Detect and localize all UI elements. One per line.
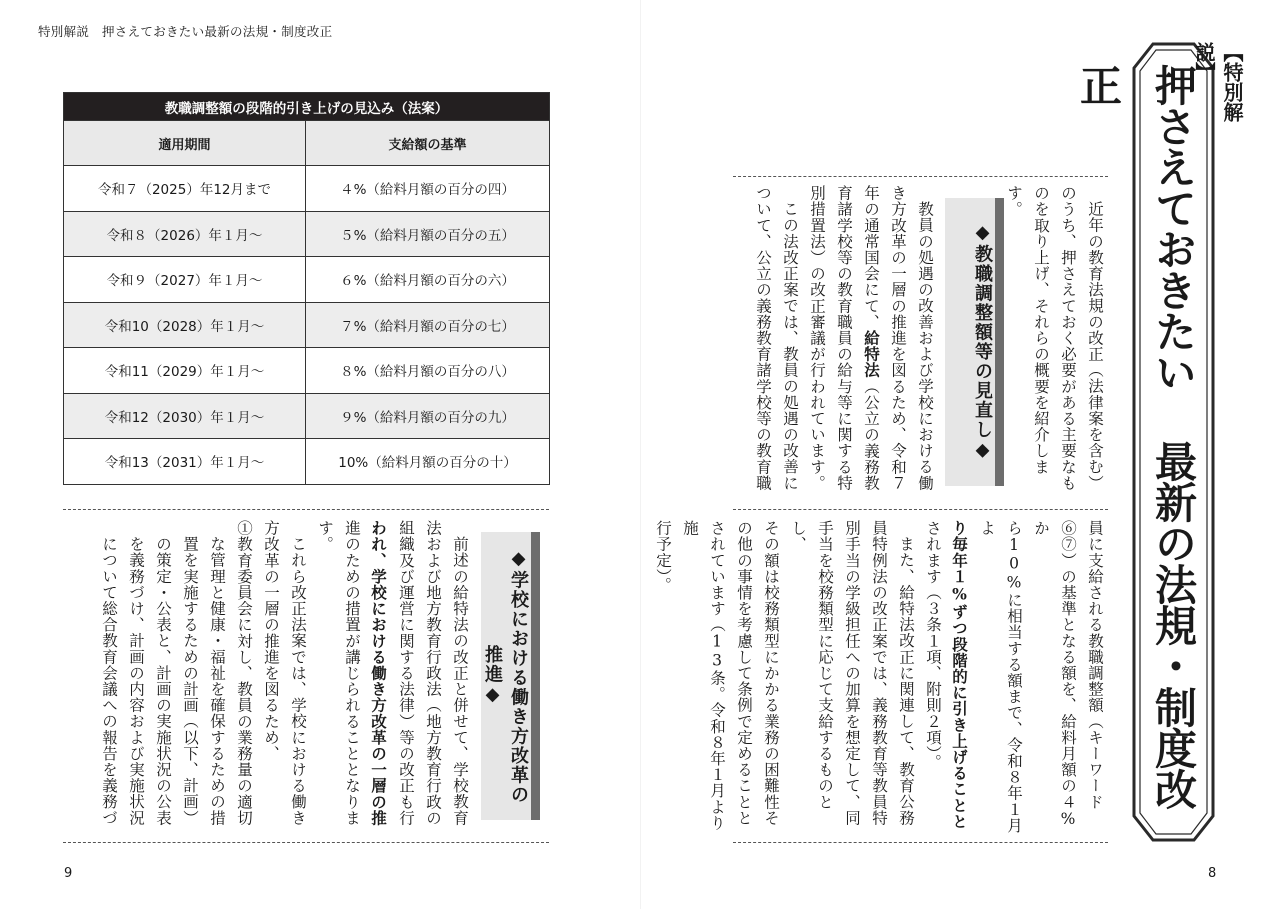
period-cell: 令和13（2031）年１月～: [64, 439, 306, 485]
running-head: 特別解説 押さえておきたい最新の法規・制度改正: [38, 24, 333, 39]
table-row: [64, 302, 550, 348]
special-feature-tag: 【特別解説】: [1192, 42, 1244, 122]
body-line: 育諸学校等の教育職員の給与等に関する特: [835, 185, 853, 491]
section-heading-adjustment: ◆教職調整額等の見直し◆: [945, 198, 1004, 486]
body-line: 進のための措置が講じられることとなりま: [343, 520, 361, 826]
body-line: われ、学校における働き方改革の一層の推: [369, 520, 388, 826]
body-line: き方改革の一層の推進を図るため、令和７: [889, 185, 907, 491]
body-line: 員特例法の改正案では、義務教育等教員特: [870, 520, 888, 826]
body-line: 年の通常国会にて、給特法（公立の義務教: [862, 185, 880, 491]
period-cell: 令和７（2025）年12月まで: [64, 166, 306, 212]
table-row: [64, 393, 550, 439]
page-title: 押さえておきたい 最新の法規・制度改正: [1074, 64, 1198, 809]
body-line: その額は校務類型にかかる業務の困難性そ: [762, 520, 780, 826]
table-row: [64, 166, 550, 212]
page-gutter: [640, 0, 641, 909]
body-line: な管理と健康・福祉を確保するための措: [208, 536, 226, 826]
body-line: されます（３条１項、附則２項）。: [924, 520, 942, 770]
body-line: り毎年１%ずつ段階的に引き上げることと: [950, 520, 969, 830]
table-row: [64, 257, 550, 303]
bold-term: 給特法: [862, 329, 880, 379]
body-line: ①教育委員会に対し、教員の業務量の適切: [235, 520, 253, 826]
amount-cell: 10%（給料月額の百分の十）: [306, 439, 550, 485]
body-line: す。: [316, 520, 334, 553]
period-cell: 令和12（2030）年１月～: [64, 393, 306, 439]
period-cell: 令和11（2029）年１月～: [64, 348, 306, 394]
amount-cell: ７%（給料月額の百分の七）: [306, 302, 550, 348]
body-line: この法改正案では、教員の処遇の改善に: [781, 201, 799, 491]
amount-cell: ８%（給料月額の百分の八）: [306, 348, 550, 394]
intro-line: のうち、押さえておく必要がある主要なも: [1059, 185, 1077, 491]
divider: [733, 842, 1108, 843]
divider: [733, 509, 1108, 510]
body-line: 教員の処遇の改善および学校における働: [916, 201, 934, 491]
divider: [63, 509, 549, 510]
body-line: ら10%に相当する額まで、令和８年１月よ: [978, 520, 1023, 834]
table-row: [64, 348, 550, 394]
salary-adjustment-table: [63, 92, 550, 485]
body-line: ついて、公立の義務教育諸学校等の教育職: [754, 185, 772, 491]
body-line: 法および地方教育行政法（地方教育行政の: [424, 520, 442, 826]
page-number-right: 8: [1208, 866, 1217, 881]
body-line: を義務づけ、計画の内容および実施状況: [127, 536, 145, 826]
body-line: の他の事情を考慮して条例で定めることと: [735, 520, 753, 826]
body-line: 行予定）。: [654, 520, 672, 593]
section-body-continued: [654, 520, 1108, 840]
body-line: 置を実施するための計画（以下、計画）: [181, 536, 199, 826]
table-row: [64, 211, 550, 257]
body-line: 方改革の一層の推進を図るため、: [262, 520, 280, 762]
body-line: 員に支給される教職調整額（キーワード: [1086, 520, 1104, 810]
body-line: 別措置法）の改正審議が行われています。: [808, 185, 826, 491]
table-caption: 教職調整額の段階的引き上げの見込み（法案）: [64, 93, 550, 121]
period-cell: 令和９（2027）年１月～: [64, 257, 306, 303]
body-line: ⑥⑦）の基準となる額を、給料月額の４%か: [1032, 520, 1077, 829]
amount-cell: ９%（給料月額の百分の九）: [306, 393, 550, 439]
table-row: [64, 439, 550, 485]
intro-text: [1005, 185, 1108, 505]
body-line: 別手当の学級担任への加算を想定して、同: [843, 520, 861, 826]
period-cell: 令和10（2028）年１月～: [64, 302, 306, 348]
table-header-amount: 支給額の基準: [306, 121, 550, 166]
body-line: また、給特法改正に関連して、教育公務: [897, 536, 915, 826]
page-number-left: 9: [64, 866, 73, 881]
table-header-period: 適用期間: [64, 121, 306, 166]
body-line: 手当を校務類型に応じて支給するものとし、: [789, 520, 834, 810]
section-body-adjustment: [733, 185, 938, 505]
body-line: 組織及び運営に関する法律）等の改正も行: [397, 520, 415, 826]
intro-line: のを取り上げ、それらの概要を紹介します。: [1005, 185, 1050, 475]
body-line: されています（13条。令和８年１月より施: [681, 520, 726, 831]
body-line: について総合教育会議への報告を義務づ: [100, 536, 118, 826]
body-line: これら改正法案では、学校における働き: [289, 536, 307, 826]
divider: [733, 176, 1108, 177]
amount-cell: ６%（給料月額の百分の六）: [306, 257, 550, 303]
intro-line: 近年の教育法規の改正（法律案を含む）: [1086, 201, 1104, 491]
body-line: 前述の給特法の改正と併せて、学校教育: [451, 536, 469, 826]
amount-cell: ５%（給料月額の百分の五）: [306, 211, 550, 257]
section-heading-workstyle: ◆学校における働き方改革の推進◆: [481, 532, 540, 820]
divider: [63, 842, 549, 843]
section-body-workstyle: [95, 520, 473, 840]
amount-cell: ４%（給料月額の百分の四）: [306, 166, 550, 212]
period-cell: 令和８（2026）年１月～: [64, 211, 306, 257]
body-line: の策定・公表と、計画の実施状況の公表: [154, 536, 172, 826]
